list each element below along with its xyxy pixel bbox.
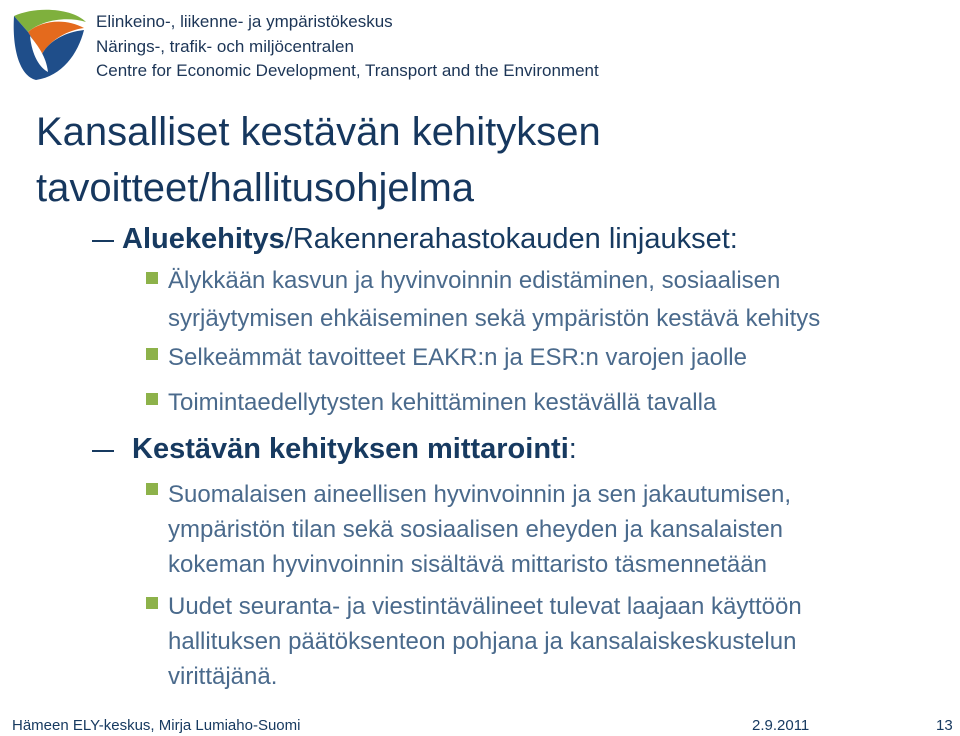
bullet-text: ympäristön tilan sekä sosiaalisen eheyden ja kansalaisten xyxy=(168,516,784,543)
section-heading-rest: : xyxy=(568,433,577,465)
slide-title xyxy=(36,104,936,216)
bullet-icon xyxy=(146,483,158,495)
section-heading xyxy=(122,222,738,256)
bullet-icon xyxy=(146,597,158,609)
page-number: 13 xyxy=(936,717,953,734)
bullet-text: Uudet seuranta- ja viestintävälineet tulevat laajaan käyttöön xyxy=(168,593,802,620)
bullet-icon xyxy=(146,272,158,284)
bullet-icon xyxy=(146,348,158,360)
slide-title-line2: tavoitteet/hallitusohjelma xyxy=(36,166,475,210)
bullet-text: kokeman hyvinvoinnin sisältävä mittaristo täsmennetään xyxy=(168,551,767,578)
bullet-text: Toimintaedellytysten kehittäminen kestävällä tavalla xyxy=(168,389,717,416)
bullet-icon xyxy=(146,393,158,405)
slide-title-line1: Kansalliset kestävän kehityksen xyxy=(36,110,601,154)
org-name-swedish: Närings-, trafik- och miljöcentralen xyxy=(96,37,354,56)
dash-marker xyxy=(92,240,114,242)
bullet-text: Älykkään kasvun ja hyvinvoinnin edistäminen, sosiaalisen xyxy=(168,267,781,294)
bullet-text: Selkeämmät tavoitteet EAKR:n ja ESR:n varojen jaolle xyxy=(168,344,747,371)
org-name-finnish: Elinkeino-, liikenne- ja ympäristökeskus xyxy=(96,12,393,31)
bullet-text: hallituksen päätöksenteon pohjana ja kansalaiskeskustelun xyxy=(168,628,797,655)
org-name-english: Centre for Economic Development, Transport and the Environment xyxy=(96,61,599,80)
footer-presenter: Hämeen ELY-keskus, Mirja Lumiaho-Suomi xyxy=(12,717,301,734)
section-heading-bold: Kestävän kehityksen mittarointi xyxy=(132,433,569,465)
dash-marker xyxy=(92,450,114,452)
section-heading xyxy=(132,432,577,466)
bullet-text: syrjäytymisen ehkäiseminen sekä ympäristön kestävä kehitys xyxy=(168,305,821,332)
section-heading-rest: /Rakennerahastokauden linjaukset: xyxy=(284,223,738,255)
bullet-text: Suomalaisen aineellisen hyvinvoinnin ja sen jakautumisen, xyxy=(168,481,792,508)
section-heading-bold: Aluekehitys xyxy=(122,223,285,255)
bullet-text: virittäjänä. xyxy=(168,663,278,690)
footer-date: 2.9.2011 xyxy=(752,717,810,734)
ely-logo xyxy=(6,6,88,82)
